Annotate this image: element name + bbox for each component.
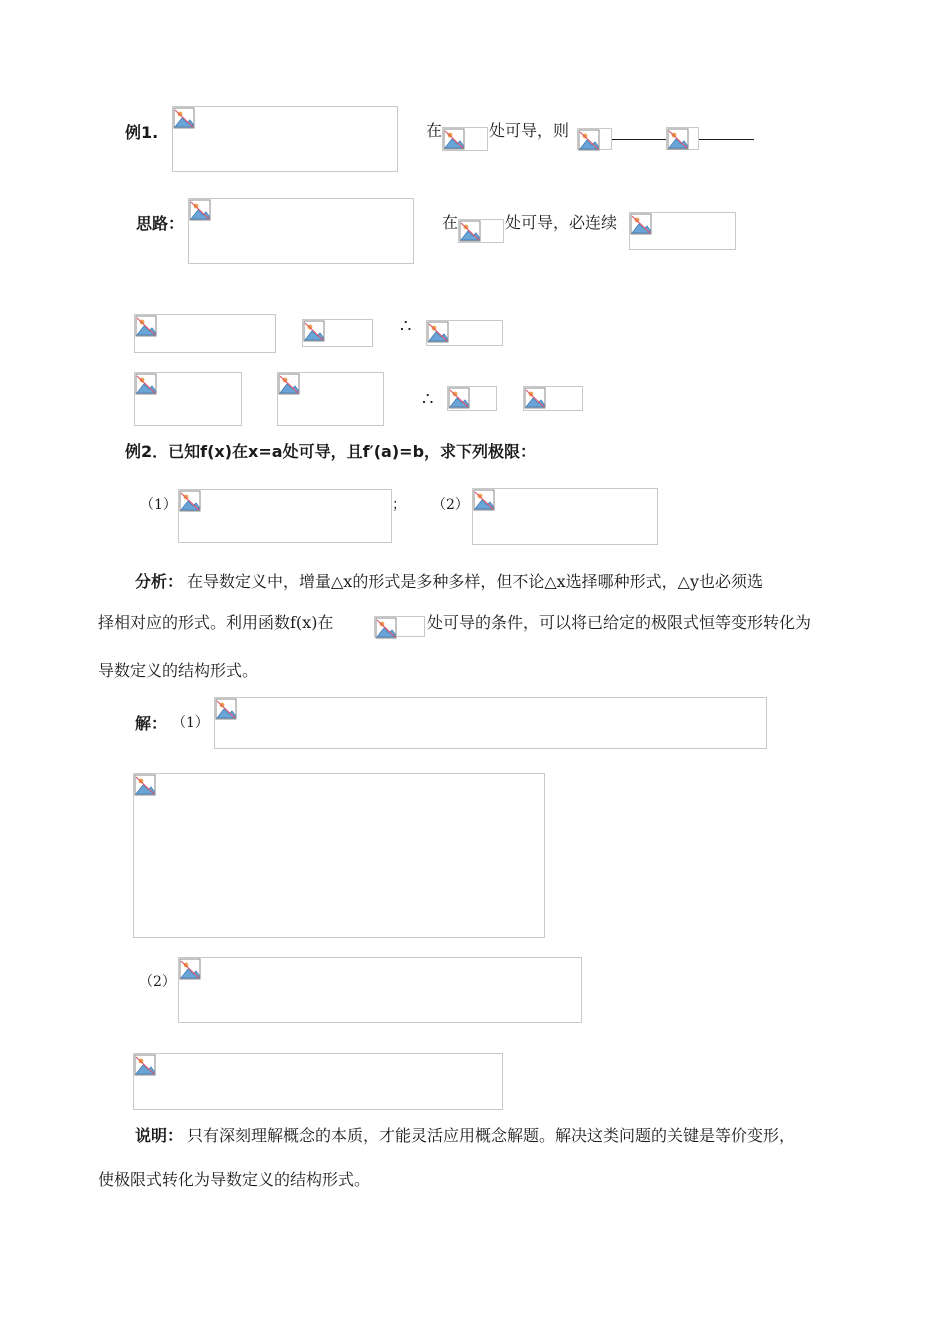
formula-image	[134, 314, 276, 353]
thinking-text-at: 在	[442, 213, 459, 232]
formula-image	[458, 219, 504, 243]
formula-image	[426, 320, 503, 346]
formula-image	[172, 106, 398, 172]
broken-image-icon	[173, 107, 195, 129]
formula-image	[188, 198, 414, 264]
broken-image-icon	[278, 373, 300, 395]
formula-image	[133, 773, 545, 938]
therefore-symbol: ∴	[422, 389, 434, 410]
analysis-line2a: 择相对应的形式。利用函数f(x)在	[98, 613, 334, 632]
formula-image	[277, 372, 384, 426]
example2-statement	[125, 444, 536, 460]
formula-image	[523, 386, 583, 411]
solution-part2-label: （2）	[139, 974, 176, 990]
formula-image	[374, 616, 425, 637]
note-line2: 使极限式转化为导数定义的结构形式。	[98, 1170, 371, 1189]
broken-image-icon	[135, 315, 157, 337]
solution-label: 解：	[135, 714, 168, 733]
formula-image	[666, 127, 699, 150]
broken-image-icon	[473, 489, 495, 511]
broken-image-icon	[215, 698, 237, 720]
broken-image-icon	[459, 220, 481, 242]
broken-image-icon	[427, 321, 449, 343]
formula-image	[302, 319, 373, 347]
broken-image-icon	[134, 774, 156, 796]
analysis-line2b: 处可导的条件，可以将已给定的极限式恒等变形转化为	[427, 613, 812, 632]
broken-image-icon	[303, 320, 325, 342]
thinking-text-continuous: 处可导，必连续	[505, 213, 618, 232]
broken-image-icon	[179, 958, 201, 980]
example1-label: 例1.	[125, 123, 159, 142]
broken-image-icon	[524, 387, 546, 409]
answer-blank	[612, 139, 666, 140]
example2-part2-label: （2）	[432, 497, 469, 513]
broken-image-icon	[448, 387, 470, 409]
broken-image-icon	[135, 373, 157, 395]
therefore-symbol: ∴	[400, 316, 412, 337]
formula-image	[178, 489, 392, 543]
example1-text-at: 在	[426, 121, 443, 140]
analysis-label: 分析：	[135, 572, 184, 591]
broken-image-icon	[375, 617, 397, 639]
formula-image	[629, 212, 736, 250]
note-line1: 只有深刻理解概念的本质，才能灵活应用概念解题。解决这类问题的关键是等价变形，	[187, 1126, 796, 1145]
analysis-line3: 导数定义的结构形式。	[98, 661, 259, 680]
broken-image-icon	[667, 128, 689, 150]
example2-part1-label: （1）	[140, 497, 177, 513]
formula-image	[472, 488, 658, 545]
example2-text: 例2．已知f(x)在x=a处可导，且f′(a)=b，求下列极限：	[125, 442, 537, 461]
note-label: 说明：	[135, 1126, 184, 1145]
formula-image	[577, 128, 612, 150]
formula-image	[178, 957, 582, 1023]
broken-image-icon	[443, 128, 465, 150]
formula-image	[214, 697, 767, 749]
example2-separator: ；	[392, 497, 406, 513]
formula-image	[442, 127, 488, 151]
formula-image	[133, 1053, 503, 1110]
analysis-line1: 在导数定义中，增量△x的形式是多种多样，但不论△x选择哪种形式，△y也必须选	[187, 572, 764, 591]
broken-image-icon	[134, 1054, 156, 1076]
formula-image	[447, 386, 497, 411]
broken-image-icon	[578, 129, 600, 151]
answer-blank	[699, 139, 754, 140]
formula-image	[134, 372, 242, 426]
broken-image-icon	[179, 490, 201, 512]
example1-text-differentiable: 处可导，则	[489, 121, 570, 140]
broken-image-icon	[630, 213, 652, 235]
broken-image-icon	[189, 199, 211, 221]
thinking-label: 思路：	[136, 214, 185, 233]
solution-part1-label: （1）	[172, 715, 209, 731]
